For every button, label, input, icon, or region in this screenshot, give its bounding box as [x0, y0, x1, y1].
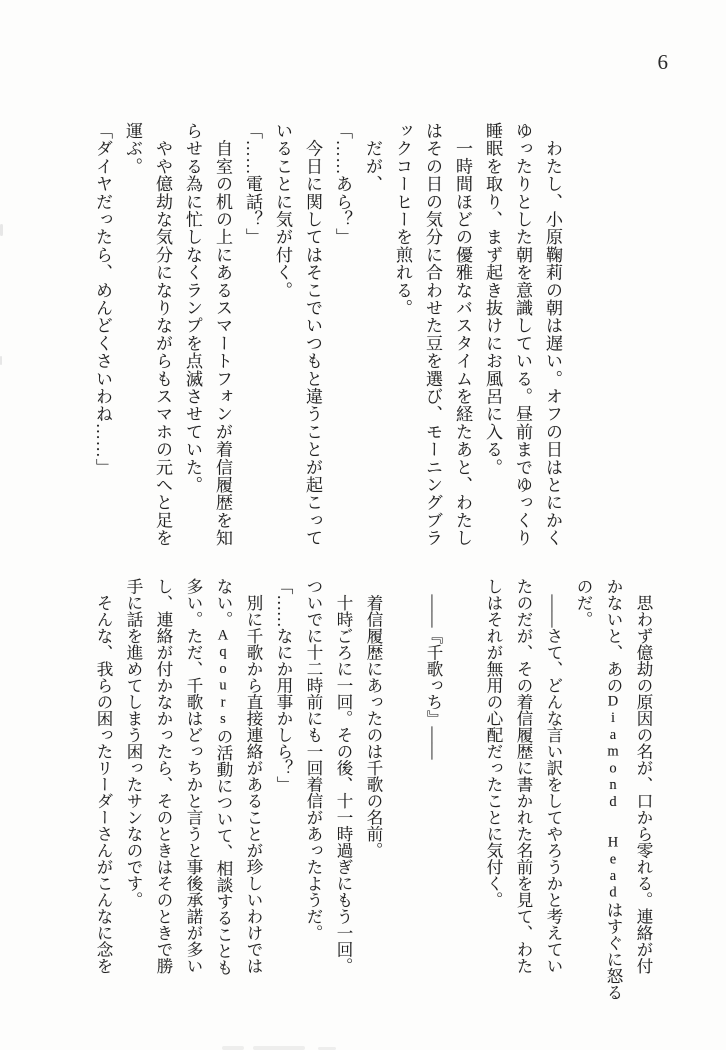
- text-line: だが、: [363, 122, 382, 193]
- text-line: かないと、あのDiamond Headはすぐに怒る: [604, 578, 623, 1001]
- bottom-text-block: [88, 578, 658, 1001]
- text-line: ――さて、どんな言い訳をしてやろうかと考えてい: [544, 578, 563, 974]
- text-line: 「……あら？」: [333, 122, 352, 246]
- text-line: わたし、小原鞠莉の朝は遅い。オフの日はとにかく: [543, 122, 562, 547]
- text-line: いることに気が付く。: [273, 122, 292, 299]
- text-line: 睡眠を取り、まず起き抜けにお風呂に入る。: [483, 122, 502, 476]
- scan-artifact: [222, 1046, 244, 1050]
- text-line: らせる為に忙しなくランプを点滅させていた。: [183, 122, 202, 494]
- text-line: のだ。: [574, 578, 593, 628]
- text-line: ――『千歌っち』――: [424, 578, 443, 760]
- scan-artifact: [253, 1046, 305, 1050]
- text-line: 着信履歴にあったのは千歌の名前。: [364, 578, 383, 859]
- text-line: 多い。ただ、千歌はどっちかと言うと事後承諾が多い: [184, 578, 203, 974]
- text-line: 運ぶ。: [123, 122, 142, 176]
- text-line: 「……電話？」: [243, 122, 262, 246]
- page-number: 6: [657, 50, 668, 74]
- text-line: はその日の気分に合わせた豆を選び、モーニングブラ: [423, 122, 442, 547]
- text-line: ついでに十二時前にも一回着信があったようだ。: [304, 578, 323, 941]
- scan-artifact: [0, 356, 2, 365]
- text-line: ない。Aqoursの活動について、相談することも: [214, 578, 233, 976]
- text-line: し、連絡が付かなかったら、そのときはそのときで勝: [154, 578, 173, 974]
- text-line: たのだが、その着信履歴に書かれた名前を見て、わた: [514, 578, 533, 974]
- text-line: 手に話を進めてしまう困ったサンなのです。: [124, 578, 143, 908]
- text-line: 「ダイヤだったら、めんどくさいわね……」: [93, 122, 112, 476]
- text-line: やや億劫な気分になりながらもスマホの元へと足を: [153, 122, 172, 547]
- text-line: ックコーヒーを煎れる。: [393, 122, 412, 317]
- text-line: 別に千歌から直接連絡があることが珍しいわけでは: [244, 578, 263, 974]
- text-line: 一時間ほどの優雅なバスタイムを経たあと、わたし: [453, 122, 472, 547]
- text-line: 思わず億劫の原因の名が、口から零れる。連絡が付: [634, 578, 653, 974]
- text-line: そんな、我らの困ったリーダーさんがこんなに念を: [94, 578, 113, 974]
- latin-text-run: Diamond Head: [605, 693, 621, 902]
- text-line: 今日に関してはそこでいつもと違うことが起こって: [303, 122, 322, 547]
- text-line: [448, 578, 478, 980]
- scan-artifact: [0, 224, 3, 236]
- text-line: 「……なにか用事かしら？」: [274, 578, 293, 793]
- text-line: 十時ごろに一回。その後、十一時過ぎにもう一回。: [334, 578, 353, 974]
- text-line: ゆったりとした朝を意識している。昼前までゆっくり: [513, 122, 532, 547]
- text-line: [388, 578, 418, 980]
- latin-text-run: Aqours: [215, 627, 231, 728]
- top-text-block: [87, 122, 567, 552]
- text-line: しはそれが無用の心配だったことに気付く。: [484, 578, 503, 908]
- text-line: 自室の机の上にあるスマートフォンが着信履歴を知: [213, 122, 232, 547]
